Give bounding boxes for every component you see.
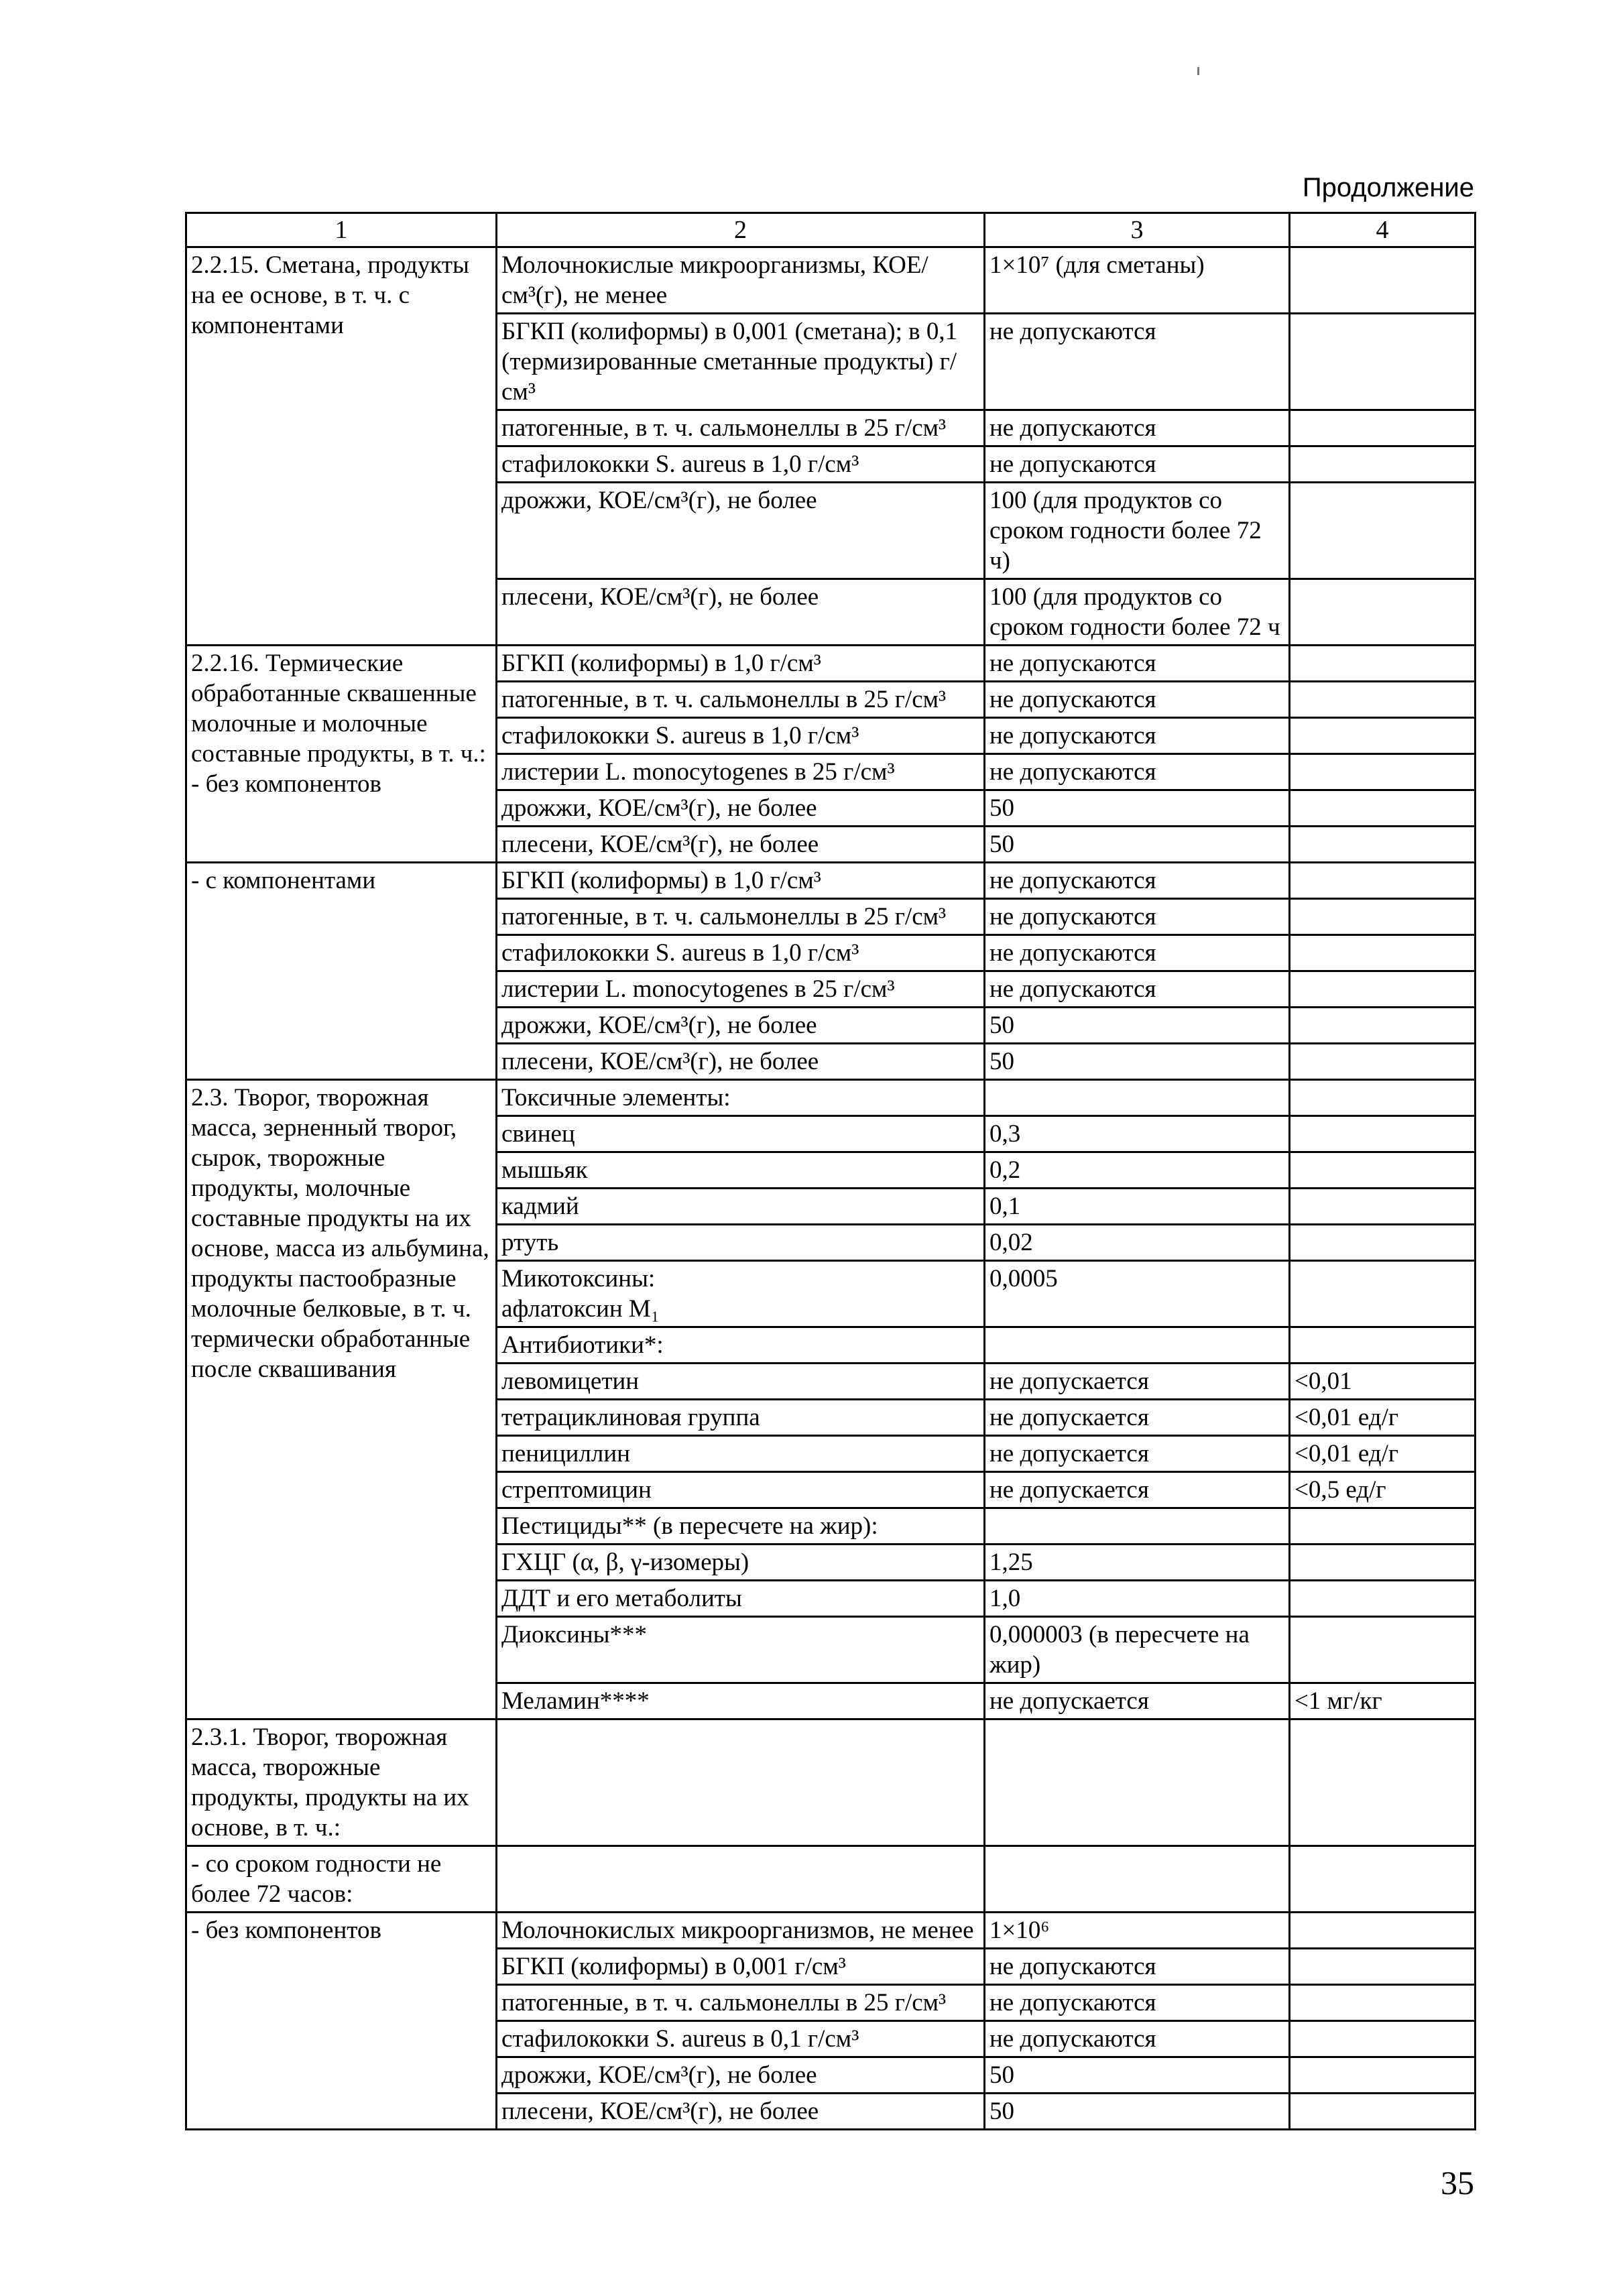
indicator-cell: ГХЦГ (α, β, γ-изомеры): [497, 1545, 985, 1581]
permissible-level-cell: не допускаются: [985, 754, 1290, 790]
indicator-cell: стафилококки S. aureus в 1,0 г/см³: [497, 446, 985, 483]
product-group-cell: 2.2.16. Термические обработанные сквашенные молочные и молочные составные продукты, в т. ч.: - без компонентов: [186, 646, 497, 863]
permissible-level-cell: 1×10⁶: [985, 1913, 1290, 1949]
note-cell: [1290, 682, 1476, 718]
table-row: [186, 1846, 1476, 1913]
note-cell: [1290, 1189, 1476, 1225]
permissible-level-cell: не допускаются: [985, 314, 1290, 410]
note-cell: [1290, 1116, 1476, 1152]
note-cell: <0,5 ед/г: [1290, 1472, 1476, 1508]
product-group-cell: 2.3.1. Творог, творожная масса, творожные продукты, продукты на их основе, в т. ч.:: [186, 1719, 497, 1846]
indicator-cell: [497, 1846, 985, 1913]
indicator-cell: стафилококки S. aureus в 1,0 г/см³: [497, 718, 985, 754]
note-cell: [1290, 2057, 1476, 2094]
column-number: 2: [497, 213, 985, 247]
note-cell: [1290, 1913, 1476, 1949]
note-cell: [1290, 1719, 1476, 1846]
indicator-cell: дрожжи, КОЕ/см³(г), не более: [497, 483, 985, 579]
note-cell: [1290, 446, 1476, 483]
note-cell: [1290, 1985, 1476, 2021]
permissible-level-cell: [985, 1846, 1290, 1913]
indicator-cell: листерии L. monocytogenes в 25 г/см³: [497, 754, 985, 790]
permissible-level-cell: не допускается: [985, 1436, 1290, 1472]
indicator-cell: стафилококки S. aureus в 1,0 г/см³: [497, 935, 985, 971]
indicator-cell: Антибиотики*:: [497, 1327, 985, 1364]
note-cell: [1290, 1261, 1476, 1327]
indicator-cell: дрожжи, КОЕ/см³(г), не более: [497, 790, 985, 827]
product-group-cell: - с компонентами: [186, 863, 497, 1080]
indicator-cell: дрожжи, КОЕ/см³(г), не более: [497, 2057, 985, 2094]
indicator-cell: левомицетин: [497, 1364, 985, 1400]
table-row: [186, 646, 1476, 682]
column-number: 4: [1290, 213, 1476, 247]
note-cell: [1290, 483, 1476, 579]
permissible-level-cell: [985, 1719, 1290, 1846]
note-cell: [1290, 718, 1476, 754]
product-group-cell: - без компонентов: [186, 1913, 497, 2130]
note-cell: [1290, 1080, 1476, 1116]
continuation-label: Продолжение: [1302, 173, 1474, 202]
table-row: [186, 247, 1476, 314]
note-cell: [1290, 1044, 1476, 1080]
permissible-level-cell: 0,0005: [985, 1261, 1290, 1327]
column-number: 1: [186, 213, 497, 247]
note-cell: [1290, 863, 1476, 899]
note-cell: [1290, 790, 1476, 827]
indicator-cell: Меламин****: [497, 1683, 985, 1719]
note-cell: [1290, 1581, 1476, 1617]
note-cell: [1290, 2021, 1476, 2057]
note-cell: [1290, 314, 1476, 410]
permissible-level-cell: 1×10⁷ (для сметаны): [985, 247, 1290, 314]
note-cell: [1290, 410, 1476, 446]
permissible-level-cell: 1,0: [985, 1581, 1290, 1617]
permissible-level-cell: 100 (для продуктов со сроком годности более 72 ч: [985, 579, 1290, 646]
permissible-level-cell: не допускаются: [985, 718, 1290, 754]
permissible-level-cell: 1,25: [985, 1545, 1290, 1581]
permissible-level-cell: не допускаются: [985, 646, 1290, 682]
permissible-level-cell: 0,000003 (в пересчете на жир): [985, 1617, 1290, 1683]
permissible-level-cell: [985, 1080, 1290, 1116]
permissible-level-cell: не допускается: [985, 1400, 1290, 1436]
requirements-table: [185, 212, 1476, 2130]
indicator-cell: патогенные, в т. ч. сальмонеллы в 25 г/см³: [497, 899, 985, 935]
note-cell: <0,01: [1290, 1364, 1476, 1400]
indicator-cell: Микотоксины: афлатоксин M₁: [497, 1261, 985, 1327]
permissible-level-cell: не допускаются: [985, 682, 1290, 718]
indicator-cell: ДДТ и его метаболиты: [497, 1581, 985, 1617]
permissible-level-cell: не допускается: [985, 1472, 1290, 1508]
indicator-cell: плесени, КОЕ/см³(г), не более: [497, 2094, 985, 2130]
permissible-level-cell: не допускаются: [985, 863, 1290, 899]
note-cell: [1290, 1008, 1476, 1044]
indicator-cell: БГКП (колиформы) в 1,0 г/см³: [497, 646, 985, 682]
scan-mark: [1197, 67, 1199, 75]
note-cell: [1290, 1949, 1476, 1985]
column-number: 3: [985, 213, 1290, 247]
indicator-cell: БГКП (колиформы) в 0,001 г/см³: [497, 1949, 985, 1985]
indicator-cell: БГКП (колиформы) в 1,0 г/см³: [497, 863, 985, 899]
indicator-cell: Диоксины***: [497, 1617, 985, 1683]
indicator-cell: БГКП (колиформы) в 0,001 (сметана); в 0,1 (термизированные сметанные продукты) г/см³: [497, 314, 985, 410]
indicator-cell: кадмий: [497, 1189, 985, 1225]
note-cell: [1290, 1327, 1476, 1364]
note-cell: [1290, 899, 1476, 935]
note-cell: [1290, 1617, 1476, 1683]
table-row: [186, 1913, 1476, 1949]
permissible-level-cell: 50: [985, 1008, 1290, 1044]
permissible-level-cell: не допускаются: [985, 1985, 1290, 2021]
product-group-cell: - со сроком годности не более 72 часов:: [186, 1846, 497, 1913]
table-body: [186, 213, 1476, 2130]
note-cell: [1290, 1846, 1476, 1913]
indicator-cell: Токсичные элементы:: [497, 1080, 985, 1116]
permissible-level-cell: 0,1: [985, 1189, 1290, 1225]
indicator-cell: пенициллин: [497, 1436, 985, 1472]
permissible-level-cell: 50: [985, 2057, 1290, 2094]
permissible-level-cell: 0,02: [985, 1225, 1290, 1261]
permissible-level-cell: не допускается: [985, 1364, 1290, 1400]
permissible-level-cell: не допускается: [985, 1683, 1290, 1719]
table-row: [186, 863, 1476, 899]
note-cell: [1290, 1508, 1476, 1545]
indicator-cell: Пестициды** (в пересчете на жир):: [497, 1508, 985, 1545]
permissible-level-cell: не допускаются: [985, 410, 1290, 446]
page-number: 35: [1441, 2164, 1474, 2201]
note-cell: [1290, 971, 1476, 1008]
permissible-level-cell: 0,3: [985, 1116, 1290, 1152]
permissible-level-cell: 50: [985, 827, 1290, 863]
column-number-row: [186, 213, 1476, 247]
indicator-cell: дрожжи, КОЕ/см³(г), не более: [497, 1008, 985, 1044]
note-cell: <0,01 ед/г: [1290, 1436, 1476, 1472]
note-cell: [1290, 2094, 1476, 2130]
permissible-level-cell: не допускаются: [985, 2021, 1290, 2057]
note-cell: [1290, 754, 1476, 790]
indicator-cell: листерии L. monocytogenes в 25 г/см³: [497, 971, 985, 1008]
indicator-cell: свинец: [497, 1116, 985, 1152]
note-cell: [1290, 1152, 1476, 1189]
indicator-cell: плесени, КОЕ/см³(г), не более: [497, 827, 985, 863]
permissible-level-cell: [985, 1508, 1290, 1545]
note-cell: <1 мг/кг: [1290, 1683, 1476, 1719]
note-cell: [1290, 1545, 1476, 1581]
permissible-level-cell: 50: [985, 2094, 1290, 2130]
permissible-level-cell: 0,2: [985, 1152, 1290, 1189]
product-group-cell: 2.2.15. Сметана, продукты на ее основе, в т. ч. с компонентами: [186, 247, 497, 646]
note-cell: <0,01 ед/г: [1290, 1400, 1476, 1436]
note-cell: [1290, 646, 1476, 682]
indicator-cell: стрептомицин: [497, 1472, 985, 1508]
indicator-cell: ртуть: [497, 1225, 985, 1261]
product-group-cell: 2.3. Творог, творожная масса, зерненный творог, сырок, творожные продукты, молочные составные продукты на их основе, масса из альбумина, продукты пастообразные молочные белковые, в т. ч. термически обработанные после сквашивания: [186, 1080, 497, 1719]
permissible-level-cell: не допускаются: [985, 1949, 1290, 1985]
note-cell: [1290, 935, 1476, 971]
indicator-cell: патогенные, в т. ч. сальмонеллы в 25 г/см³: [497, 410, 985, 446]
indicator-cell: стафилококки S. aureus в 0,1 г/см³: [497, 2021, 985, 2057]
permissible-level-cell: не допускаются: [985, 446, 1290, 483]
indicator-cell: патогенные, в т. ч. сальмонеллы в 25 г/см³: [497, 1985, 985, 2021]
permissible-level-cell: [985, 1327, 1290, 1364]
note-cell: [1290, 579, 1476, 646]
note-cell: [1290, 827, 1476, 863]
indicator-cell: Молочнокислые микроорганизмы, КОЕ/см³(г), не менее: [497, 247, 985, 314]
note-cell: [1290, 247, 1476, 314]
permissible-level-cell: не допускаются: [985, 971, 1290, 1008]
permissible-level-cell: 100 (для продуктов со сроком годности более 72 ч): [985, 483, 1290, 579]
permissible-level-cell: не допускаются: [985, 899, 1290, 935]
note-cell: [1290, 1225, 1476, 1261]
permissible-level-cell: не допускаются: [985, 935, 1290, 971]
table-row: [186, 1719, 1476, 1846]
table-row: [186, 1080, 1476, 1116]
permissible-level-cell: 50: [985, 1044, 1290, 1080]
indicator-cell: мышьяк: [497, 1152, 985, 1189]
indicator-cell: тетрациклиновая группа: [497, 1400, 985, 1436]
indicator-cell: Молочнокислых микроорганизмов, не менее: [497, 1913, 985, 1949]
indicator-cell: плесени, КОЕ/см³(г), не более: [497, 1044, 985, 1080]
indicator-cell: патогенные, в т. ч. сальмонеллы в 25 г/см³: [497, 682, 985, 718]
permissible-level-cell: 50: [985, 790, 1290, 827]
indicator-cell: плесени, КОЕ/см³(г), не более: [497, 579, 985, 646]
indicator-cell: [497, 1719, 985, 1846]
